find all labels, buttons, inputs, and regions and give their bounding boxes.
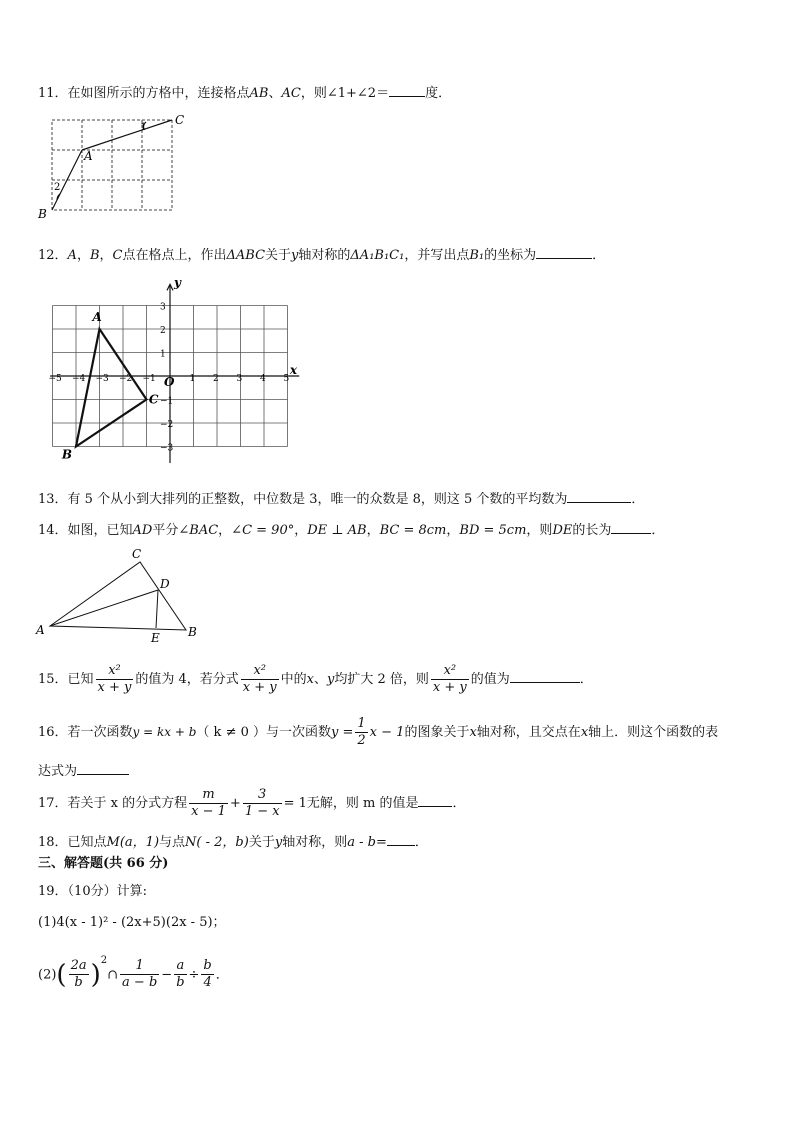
- q14-angle-c: ∠C = 90°: [231, 523, 295, 538]
- q14-bd: BD = 5cm: [459, 523, 527, 538]
- y-tick-label: 2: [160, 326, 166, 336]
- q14-triangle-figure: [34, 544, 210, 644]
- q19-main-den: b: [74, 975, 83, 991]
- q19-main-num: 2a: [70, 958, 87, 974]
- q12-prefix: 12．: [38, 248, 68, 263]
- q19-fraction-1: [120, 958, 159, 991]
- q15-frac2-den: x + y: [242, 680, 277, 695]
- q18-text-3: 轴对称，则: [282, 835, 348, 850]
- q19-fraction-3: [201, 958, 213, 991]
- x-tick-label: −5: [48, 374, 62, 384]
- question-19-title: 19．（10分）计算:: [38, 884, 147, 899]
- q19-exponent: 2: [100, 955, 108, 966]
- x-tick-label: −4: [72, 374, 86, 384]
- q19-fraction-2: [174, 958, 186, 991]
- q12-y-axis-label: y: [174, 278, 181, 290]
- q16-text-4: 轴上．则这个函数的表: [588, 725, 719, 740]
- question-15: [38, 660, 593, 700]
- q14-end: ．: [651, 523, 665, 538]
- q15-x: x: [306, 672, 314, 687]
- q15-frac2-num: x²: [241, 663, 279, 680]
- q19-f3-den: 4: [203, 975, 212, 991]
- q14-perp: DE ⊥ AB: [307, 523, 367, 538]
- q15-text-1: 的值为 4，若分式: [135, 672, 239, 687]
- q11-segment-ac: [82, 120, 172, 150]
- q17-frac2-den: 1 − x: [244, 804, 280, 819]
- q17-frac2-num: 3: [243, 787, 282, 804]
- q18-text-1: 与点: [159, 835, 186, 850]
- q17-answer-blank: [418, 792, 452, 807]
- y-tick-label: 3: [160, 302, 166, 313]
- q17-end: ．: [452, 796, 466, 811]
- q16-frac-num: 1: [357, 716, 366, 731]
- q19-f2-den: b: [176, 975, 185, 991]
- q19-minus: −: [161, 967, 173, 983]
- q12-vertex-b: B: [61, 447, 73, 462]
- q12-b1: B₁: [469, 248, 485, 263]
- x-tick-label: 1: [189, 374, 196, 384]
- q18-text-2: 关于: [248, 835, 275, 850]
- q11-label-a: A: [84, 149, 93, 163]
- q12-point-a: A: [67, 248, 77, 263]
- q14-bc: BC = 8cm: [379, 523, 447, 538]
- question-19-part-1: (1)4(x - 1)² - (2x+5)(2x - 5)；: [38, 915, 226, 930]
- section-heading: 三、解答题(共 66 分): [38, 856, 169, 871]
- q12-end: ．: [592, 248, 606, 263]
- q15-fraction-3: [431, 663, 469, 696]
- q15-frac3-num: x²: [431, 663, 469, 680]
- q16-frac-den: 2: [357, 733, 366, 748]
- q14-text-6: ，则: [526, 523, 553, 538]
- q19-f1-num: 1: [120, 958, 159, 975]
- q14-prefix: 14．如图，已知: [38, 523, 133, 538]
- q19-fraction-main: [69, 958, 89, 991]
- q15-prefix: 15．已知: [38, 672, 94, 687]
- question-13: [38, 488, 644, 509]
- q17-plus: +: [229, 796, 241, 811]
- q12-text-5: 的坐标为: [484, 248, 537, 263]
- q14-label-b: B: [188, 625, 197, 639]
- q16-function-1: y = kx + b: [132, 725, 197, 739]
- q11-label-b: B: [38, 207, 47, 221]
- q11-seg-ac: AC: [281, 86, 301, 101]
- question-16-line-2: [38, 760, 129, 781]
- q15-text-2: 中的: [280, 672, 307, 687]
- question-14: [38, 519, 664, 540]
- q18-y: y: [274, 835, 283, 850]
- q16-condition: （ k ≠ 0 ）: [196, 725, 266, 740]
- q12-comma-1: ，: [76, 248, 90, 263]
- q18-point-m: M(a，1): [106, 835, 160, 850]
- q12-text-4: ，并写出点: [404, 248, 470, 263]
- q14-de: DE: [552, 523, 573, 538]
- q14-text-4: ，: [366, 523, 380, 538]
- q12-point-c: C: [112, 248, 123, 263]
- q15-fraction-2: [241, 663, 279, 696]
- y-tick-label: −3: [160, 443, 174, 454]
- q15-fraction-1: [96, 663, 134, 696]
- q16-text-2: 的图象关于: [404, 725, 470, 740]
- q16-text-1: 与一次函数: [266, 725, 332, 740]
- q12-text-1: 点在格点上，作出: [122, 248, 227, 263]
- q14-label-e: E: [151, 631, 160, 644]
- q16-prefix: 16．若一次函数: [38, 725, 133, 740]
- q12-answer-blank: [536, 244, 592, 259]
- q17-fraction-2: [243, 787, 282, 820]
- x-tick-label: 2: [213, 374, 219, 384]
- q16-fraction: [355, 716, 367, 749]
- q14-text-2: ，: [218, 523, 232, 538]
- q19-f1-den: a − b: [122, 975, 158, 991]
- x-tick-label: −2: [119, 374, 133, 384]
- q14-label-a: A: [36, 623, 45, 637]
- question-11: [38, 82, 451, 103]
- question-19-part-2: [38, 948, 229, 998]
- triangle-abc: [76, 329, 147, 447]
- q12-origin-label: O: [164, 375, 175, 389]
- q14-text-3: ，: [294, 523, 308, 538]
- q12-triangle-2: ΔA₁B₁C₁: [350, 248, 405, 263]
- q15-frac1-den: x + y: [97, 680, 132, 695]
- q15-y: y: [327, 672, 335, 687]
- q12-coordinate-figure: [46, 278, 308, 474]
- q11-prefix: 11．在如图所示的方格中，连接格点: [38, 86, 250, 101]
- q16-x-1: x: [469, 725, 477, 740]
- q17-frac1-num: m: [189, 787, 228, 804]
- q14-label-d: D: [160, 577, 170, 591]
- q11-seg-ab: AB: [249, 86, 269, 101]
- q19-divide: ÷: [188, 967, 200, 983]
- x-tick-label: −3: [95, 374, 109, 384]
- q13-text: 13．有 5 个从小到大排列的正整数，中位数是 3，唯一的众数是 8，则这 5 个数的平均数为: [38, 492, 568, 507]
- y-tick-label: −1: [160, 396, 174, 407]
- q17-frac1-den: x − 1: [191, 804, 226, 819]
- q11-sep: 、: [268, 86, 282, 101]
- q18-point-n: N( - 2，b): [185, 835, 249, 850]
- q19-p2-prefix: (2): [38, 967, 57, 983]
- q11-suffix: 度．: [425, 86, 452, 101]
- question-12: [38, 244, 605, 265]
- q16-line-2: 达式为: [38, 764, 78, 779]
- q17-fraction-1: [189, 787, 228, 820]
- y-tick-label: 1: [160, 349, 166, 360]
- q11-angle-2: 2: [54, 182, 61, 193]
- q19-left-paren: (: [56, 959, 67, 990]
- q12-text-3: 轴对称的: [298, 248, 351, 263]
- q19-operator: ∩: [107, 967, 119, 983]
- question-17: [38, 784, 465, 824]
- q18-prefix: 18．已知点: [38, 835, 107, 850]
- q14-angle-bac: ∠BAC: [178, 523, 219, 538]
- q12-vertex-c: C: [148, 392, 159, 407]
- q14-text-5: ，: [446, 523, 460, 538]
- x-tick-label: −1: [142, 374, 156, 384]
- q12-point-b: B: [89, 248, 100, 263]
- x-tick-label: 5: [283, 374, 290, 384]
- q14-text-1: 平分: [152, 523, 179, 538]
- q17-prefix: 17．若关于 x 的分式方程: [38, 796, 188, 811]
- q15-sep: 、: [314, 672, 328, 687]
- q16-x-2: x: [580, 725, 589, 740]
- q12-triangle: ΔABC: [226, 248, 266, 263]
- q14-ad: AD: [132, 523, 153, 538]
- q18-expression: a - b=: [347, 835, 387, 850]
- q12-comma-2: ，: [99, 248, 113, 263]
- q14-text-7: 的长为: [572, 523, 612, 538]
- q16-answer-blank: [77, 760, 129, 775]
- q13-answer-blank: [567, 488, 631, 503]
- q18-answer-blank: [387, 831, 415, 846]
- q16-function-2a: y =: [331, 725, 354, 740]
- q16-text-3: 轴对称，且交点在: [476, 725, 581, 740]
- q11-answer-blank: [389, 82, 425, 97]
- q11-mid: ，则∠1+∠2＝: [300, 86, 390, 101]
- q15-frac3-den: x + y: [432, 680, 467, 695]
- q11-angle-1: 1: [140, 122, 147, 133]
- q15-answer-blank: [510, 668, 580, 683]
- q12-vertex-a: A: [92, 310, 102, 324]
- x-tick-label: 3: [236, 374, 243, 384]
- q14-answer-blank: [611, 519, 651, 534]
- q19-end: ．: [215, 967, 229, 983]
- q19-f2-num: a: [174, 958, 186, 975]
- q19-f3-num: b: [203, 958, 212, 974]
- q15-text-4: 的值为: [470, 672, 510, 687]
- question-16: [38, 712, 718, 753]
- q17-equals: = 1: [283, 796, 307, 811]
- y-tick-label: −2: [160, 420, 174, 430]
- q14-label-c: C: [132, 547, 142, 561]
- q12-y: y: [291, 248, 299, 263]
- q11-grid-figure: [34, 110, 194, 222]
- q12-x-axis-label: x: [289, 363, 298, 377]
- q18-end: ．: [414, 835, 428, 850]
- q19-right-paren: ): [90, 959, 101, 990]
- q11-label-c: C: [175, 113, 185, 127]
- q12-text-2: 关于: [265, 248, 292, 263]
- q17-text-1: 无解，则 m 的值是: [306, 796, 419, 811]
- q13-end: ．: [631, 492, 645, 507]
- q15-end: ．: [579, 672, 593, 687]
- x-tick-label: 4: [260, 374, 266, 384]
- q16-function-2b: x − 1: [369, 725, 405, 740]
- question-18: [38, 831, 428, 852]
- q15-frac1-num: x²: [96, 663, 134, 680]
- q15-text-3: 均扩大 2 倍，则: [334, 672, 429, 687]
